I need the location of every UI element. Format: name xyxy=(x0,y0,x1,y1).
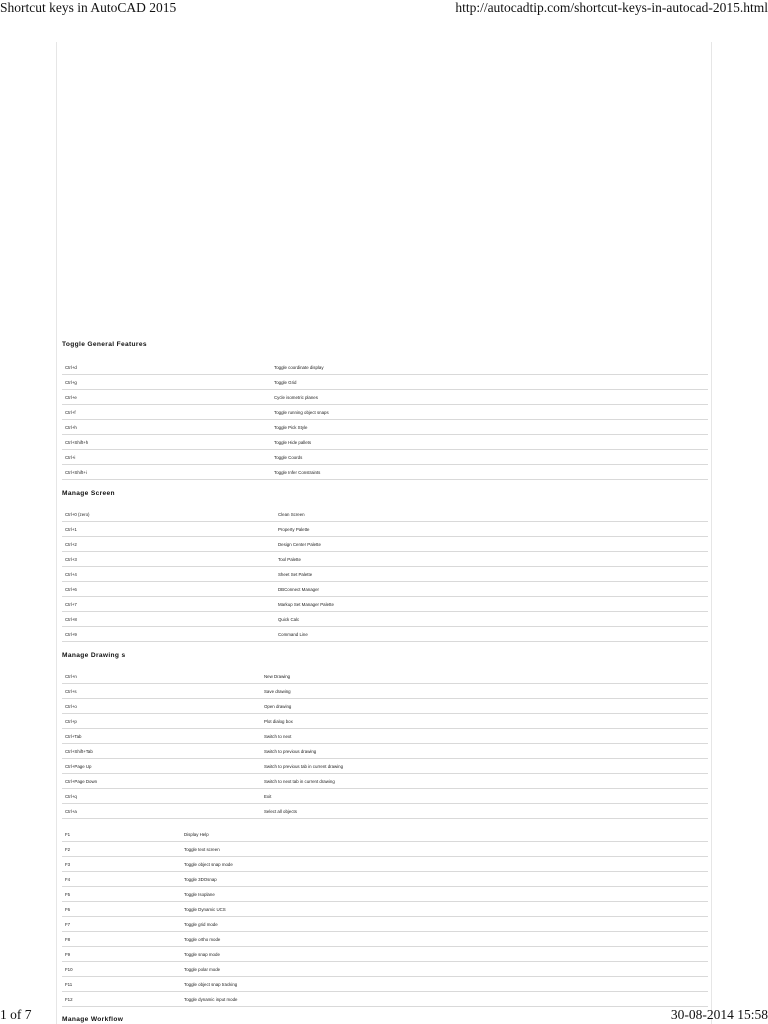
shortcut-action: Toggle polar mode xyxy=(184,967,221,972)
shortcut-row xyxy=(62,522,708,537)
shortcut-row xyxy=(62,977,708,992)
shortcut-action: Switch to next xyxy=(264,734,292,739)
shortcut-row xyxy=(62,552,708,567)
shortcut-key: Ctrl+q xyxy=(65,794,77,799)
shortcut-action: Toggle Coords xyxy=(274,455,303,460)
shortcut-action: Sheet Set Palette xyxy=(278,572,313,577)
shortcut-action: Toggle object snap mode xyxy=(184,862,233,867)
shortcut-key: Ctrl+2 xyxy=(65,542,77,547)
shortcut-key: Ctrl+o xyxy=(65,704,77,709)
shortcut-row xyxy=(62,992,708,1007)
table-manage-drawings xyxy=(62,669,708,819)
shortcut-action: Display Help xyxy=(184,832,209,837)
shortcut-row xyxy=(62,507,708,522)
shortcut-row xyxy=(62,375,708,390)
shortcut-action: Toggle Dynamic UCS xyxy=(184,907,226,912)
shortcut-key: Ctrl+Shift+i xyxy=(65,470,87,475)
shortcut-action: DBConnect Manager xyxy=(278,587,320,592)
shortcut-row xyxy=(62,947,708,962)
shortcut-row xyxy=(62,789,708,804)
shortcut-action: Switch to previous tab in current drawing xyxy=(264,764,344,769)
shortcut-action: Toggle ortho mode xyxy=(184,937,221,942)
shortcut-key: Ctrl+a xyxy=(65,809,77,814)
shortcut-row xyxy=(62,932,708,947)
shortcut-action: Save drawing xyxy=(264,689,291,694)
shortcut-action: Toggle Hide pallets xyxy=(274,440,312,445)
shortcut-row xyxy=(62,842,708,857)
table-function-keys xyxy=(62,827,708,1007)
shortcut-key: F3 xyxy=(65,862,71,867)
shortcut-key: F11 xyxy=(65,982,73,987)
shortcut-key: Ctrl+d xyxy=(65,365,77,370)
shortcut-row xyxy=(62,612,708,627)
shortcut-action: Switch to previous drawing xyxy=(264,749,317,754)
shortcut-action: Plot dialog box xyxy=(264,719,293,724)
shortcut-row xyxy=(62,729,708,744)
section-title-manage-screen: Manage Screen xyxy=(62,490,115,497)
shortcut-row xyxy=(62,962,708,977)
shortcut-action: Property Palette xyxy=(278,527,310,532)
shortcut-row xyxy=(62,582,708,597)
shortcut-key: Ctrl+4 xyxy=(65,572,77,577)
shortcut-row xyxy=(62,405,708,420)
print-footer xyxy=(0,1007,768,1023)
shortcut-key: Ctrl+h xyxy=(65,425,77,430)
shortcut-key: Ctrl+g xyxy=(65,380,77,385)
shortcut-action: Clean Screen xyxy=(278,512,305,517)
shortcut-row xyxy=(62,857,708,872)
shortcut-key: Ctrl+Page Up xyxy=(65,764,92,769)
shortcut-key: Ctrl+Tab xyxy=(65,734,82,739)
shortcut-key: Ctrl+s xyxy=(65,689,77,694)
shortcut-action: Cycle isometric planes xyxy=(274,395,318,400)
shortcut-key: F12 xyxy=(65,997,73,1002)
shortcut-action: Toggle 3DOsnap xyxy=(184,877,217,882)
print-header-url[interactable]: http://autocadtip.com/shortcut-keys-in-autocad-2015.html xyxy=(455,0,768,15)
shortcut-row xyxy=(62,465,708,480)
shortcut-key: Ctrl+Shift+h xyxy=(65,440,89,445)
shortcut-row xyxy=(62,420,708,435)
shortcut-row xyxy=(62,567,708,582)
shortcut-action: Tool Palette xyxy=(278,557,301,562)
print-header xyxy=(0,0,768,16)
shortcut-action: Toggle running object snaps xyxy=(274,410,329,415)
shortcut-action: Exit xyxy=(264,794,272,799)
section-title-toggle-general: Toggle General Features xyxy=(62,341,147,348)
content-frame xyxy=(56,42,712,1024)
shortcut-row xyxy=(62,390,708,405)
shortcut-key: Ctrl+p xyxy=(65,719,77,724)
shortcut-key: Ctrl+Page Down xyxy=(65,779,98,784)
shortcut-row xyxy=(62,804,708,819)
shortcut-action: Design Center Palette xyxy=(278,542,321,547)
print-footer-datetime: 30-08-2014 15:58 xyxy=(670,1007,768,1022)
section-title-manage-drawings: Manage Drawing s xyxy=(62,652,126,659)
shortcut-key: F9 xyxy=(65,952,71,957)
shortcut-action: Command Line xyxy=(278,632,308,637)
shortcut-row xyxy=(62,759,708,774)
shortcut-row xyxy=(62,774,708,789)
shortcut-row xyxy=(62,902,708,917)
shortcut-action: Toggle Infer Constraints xyxy=(274,470,321,475)
shortcut-row xyxy=(62,684,708,699)
shortcut-action: Toggle Grid xyxy=(274,380,297,385)
shortcut-action: Toggle object snap tracking xyxy=(184,982,238,987)
shortcut-key: F6 xyxy=(65,907,71,912)
shortcut-action: Toggle dynamic input mode xyxy=(184,997,238,1002)
shortcut-key: Ctrl+6 xyxy=(65,587,77,592)
shortcut-row xyxy=(62,537,708,552)
shortcut-row xyxy=(62,917,708,932)
shortcut-key: Ctrl+1 xyxy=(65,527,77,532)
shortcut-action: Toggle Pick Style xyxy=(274,425,308,430)
shortcut-key: F1 xyxy=(65,832,71,837)
shortcut-key: Ctrl+7 xyxy=(65,602,77,607)
shortcut-row xyxy=(62,827,708,842)
shortcut-row xyxy=(62,699,708,714)
shortcut-key: Ctrl+n xyxy=(65,674,77,679)
shortcut-row xyxy=(62,744,708,759)
shortcut-row xyxy=(62,627,708,642)
shortcut-action: Toggle coordinate display xyxy=(274,365,324,370)
shortcut-action: Toggle text screen xyxy=(184,847,220,852)
shortcut-key: Ctrl+3 xyxy=(65,557,77,562)
shortcut-row xyxy=(62,450,708,465)
shortcut-action: Markup Set Manager Palette xyxy=(278,602,334,607)
shortcut-action: New Drawing xyxy=(264,674,291,679)
shortcut-key: F7 xyxy=(65,922,71,927)
shortcut-action: Quick Calc xyxy=(278,617,300,622)
table-manage-screen xyxy=(62,507,708,642)
print-header-title: Shortcut keys in AutoCAD 2015 xyxy=(0,0,177,15)
shortcut-key: Ctrl+Shift+Tab xyxy=(65,749,93,754)
shortcut-key: F2 xyxy=(65,847,71,852)
shortcut-action: Open drawing xyxy=(264,704,292,709)
shortcut-row xyxy=(62,597,708,612)
shortcut-key: F10 xyxy=(65,967,73,972)
shortcut-key: Ctrl+8 xyxy=(65,617,77,622)
shortcut-row xyxy=(62,669,708,684)
table-toggle-general xyxy=(62,360,708,480)
shortcut-row xyxy=(62,887,708,902)
print-footer-page: 1 of 7 xyxy=(0,1007,32,1022)
shortcut-action: Toggle grid mode xyxy=(184,922,218,927)
shortcut-key: F5 xyxy=(65,892,71,897)
shortcut-row xyxy=(62,872,708,887)
shortcut-action: Toggle Isoplane xyxy=(184,892,215,897)
shortcut-action: Switch to next tab in current drawing xyxy=(264,779,335,784)
section-title-manage-workflow: Manage Workflow xyxy=(62,1016,124,1023)
shortcut-key: F4 xyxy=(65,877,71,882)
shortcut-key: Ctrl+f xyxy=(65,410,76,415)
shortcut-action: Toggle snap mode xyxy=(184,952,220,957)
shortcut-key: Ctrl+9 xyxy=(65,632,77,637)
shortcut-key: Ctrl+i xyxy=(65,455,76,460)
shortcut-row xyxy=(62,714,708,729)
shortcut-key: Ctrl+0 (zero) xyxy=(65,512,90,517)
shortcut-row xyxy=(62,360,708,375)
shortcut-row xyxy=(62,435,708,450)
shortcut-action: Select all objects xyxy=(264,809,297,814)
shortcut-key: F8 xyxy=(65,937,71,942)
shortcut-key: Ctrl+e xyxy=(65,395,77,400)
